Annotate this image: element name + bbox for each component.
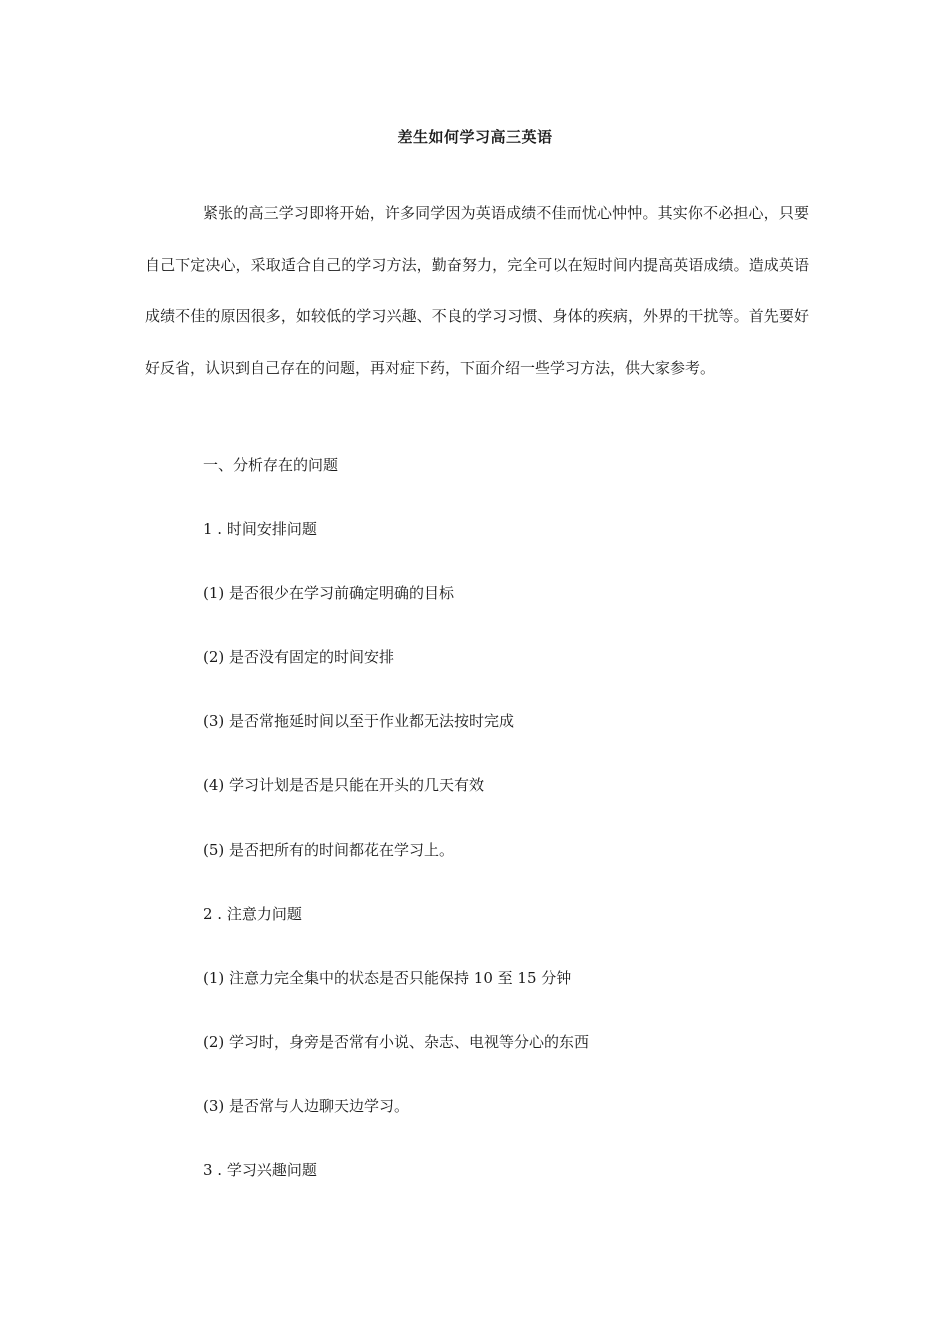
list-item: (2) 学习时，身旁是否常有小说、杂志、电视等分心的东西 [203,1033,590,1051]
subsection-heading: 1 . 时间安排问题 [203,520,317,538]
intro-paragraph: 紧张的高三学习即将开始，许多同学因为英语成绩不佳而忧心忡忡。其实你不必担心，只要自己下定决心，采取适合自己的学习方法，勤奋努力，完全可以在短时间内提高英语成绩。造成英语成绩不佳的原因很多，如较低的学习兴趣、不良的学习习惯、身体的疾病，外界的干扰等。首先要好好反省，认识到自己存在的问题，再对症下药，下面介绍一些学习方法，供大家参考。 [145,204,809,377]
document-title: 差生如何学习高三英语 [397,128,553,146]
list-item: (4) 学习计划是否是只能在开头的几天有效 [203,776,485,794]
section-heading: 一、分析存在的问题 [203,456,339,474]
list-item: (3) 是否常与人边聊天边学习。 [203,1097,410,1115]
list-item: (1) 是否很少在学习前确定明确的目标 [203,584,455,602]
list-item: (1) 注意力完全集中的状态是否只能保持 10 至 15 分钟 [203,969,572,987]
list-item: (2) 是否没有固定的时间安排 [203,648,395,666]
subsection-heading: 2 . 注意力问题 [203,905,302,923]
subsection-heading: 3 . 学习兴趣问题 [203,1161,317,1179]
list-item: (3) 是否常拖延时间以至于作业都无法按时完成 [203,712,515,730]
list-item: (5) 是否把所有的时间都花在学习上。 [203,841,455,859]
